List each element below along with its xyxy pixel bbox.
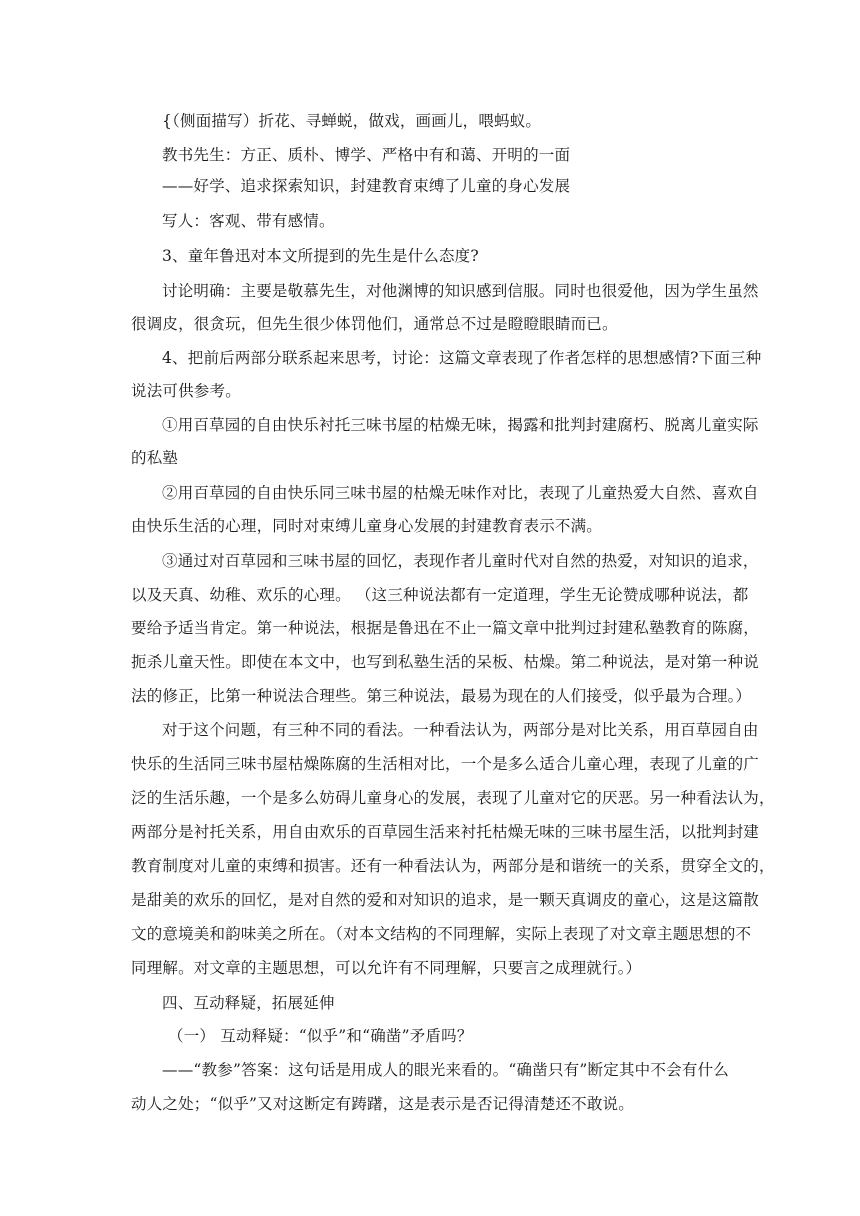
- text-line-11: 的私塾: [131, 449, 179, 467]
- text-line-6: 讨论明确：主要是敬慕先生，对他渊博的知识感到信服。同时也很爱他，因为学生虽然: [162, 282, 759, 300]
- text-line-14: ③通过对百草园和三味书屋的回忆，表现作者儿童时代对自然的热爱，对知识的追求，: [162, 552, 759, 570]
- text-line-3: ——好学、追求探索知识，封建教育束缚了儿童的身心发展: [162, 177, 571, 195]
- text-line-15: 以及天真、幼稚、欢乐的心理。 （这三种说法都有一定道理，学生无论赞成哪种说法，都: [131, 586, 749, 604]
- text-line-13: 由快乐生活的心理，同时对束缚儿童身心发展的封建教育表示不满。: [131, 517, 603, 535]
- text-line-29: ——“教参”答案：这句话是用成人的眼光来看的。“确凿只有”断定其中不会有什么: [162, 1061, 729, 1079]
- text-line-1: {（侧面描写）折花、寻蝉蜕，做戏，画画儿，喂蚂蚁。: [162, 112, 542, 130]
- text-line-7: 很调皮，很贪玩，但先生很少体罚他们，通常总不过是瞪瞪眼睛而已。: [131, 315, 618, 333]
- text-line-21: 泛的生活乐趣，一个是多么妨碍儿童身心的发展，表现了儿童对它的厌恶。另一种看法认为，: [131, 789, 775, 807]
- text-line-19: 对于这个问题，有三种不同的看法。一种看法认为，两部分是对比关系，用百草园自由: [162, 721, 759, 739]
- text-line-2: 教书先生：方正、质朴、博学、严格中有和蔼、开明的一面: [162, 146, 571, 164]
- text-line-30: 动人之处；“似乎”又对这断定有踌躇，这是表示是否记得清楚还不敢说。: [131, 1095, 634, 1113]
- text-line-23: 教育制度对儿童的束缚和损害。还有一种看法认为，两部分是和谐统一的关系，贯穿全文的，: [131, 857, 775, 875]
- text-line-10: ①用百草园的自由快乐衬托三味书屋的枯燥无味，揭露和批判封建腐朽、脱离儿童实际: [162, 416, 759, 434]
- text-line-26: 同理解。对文章的主题思想，可以允许有不同理解，只要言之成理就行。）: [131, 959, 642, 977]
- text-line-4: 写人：客观、带有感情。: [162, 212, 335, 230]
- text-line-25: 文的意境美和韵味美之所在。（对本文结构的不同理解，实际上表现了对文章主题思想的不: [131, 925, 752, 943]
- section-heading: 四、互动释疑，拓展延伸: [162, 994, 335, 1012]
- text-line-5: 3、童年鲁迅对本文所提到的先生是什么态度?: [162, 247, 479, 265]
- text-line-24: 是甜美的欢乐的回忆，是对自然的爱和对知识的追求，是一颗天真调皮的童心，这是这篇散: [131, 891, 760, 909]
- text-line-22: 两部分是衬托关系，用自由欢乐的百草园生活来衬托枯燥无味的三味书屋生活，以批判封建: [131, 823, 760, 841]
- text-line-9: 说法可供参考。: [131, 382, 241, 400]
- text-line-17: 扼杀儿童天性。即使在本文中，也写到私塾生活的呆板、枯燥。第二种说法，是对第一种说: [131, 653, 760, 671]
- text-line-18: 法的修正，比第一种说法合理些。第三种说法，最易为现在的人们接受，似乎最为合理。）: [131, 687, 752, 705]
- text-line-8: 4、把前后两部分联系起来思考，讨论：这篇文章表现了作者怎样的思想感情?下面三种: [162, 349, 762, 367]
- text-line-20: 快乐的生活同三味书屋枯燥陈腐的生活相对比，一个是多么适合儿童心理，表现了儿童的广: [131, 755, 760, 773]
- subsection-heading: （一） 互动释疑：“似乎”和“确凿”矛盾吗？: [168, 1027, 473, 1045]
- text-line-16: 要给予适当肯定。第一种说法，根据是鲁迅在不止一篇文章中批判过封建私塾教育的陈腐，: [131, 619, 760, 637]
- text-line-12: ②用百草园的自由快乐同三味书屋的枯燥无味作对比，表现了儿童热爱大自然、喜欢自: [162, 484, 759, 502]
